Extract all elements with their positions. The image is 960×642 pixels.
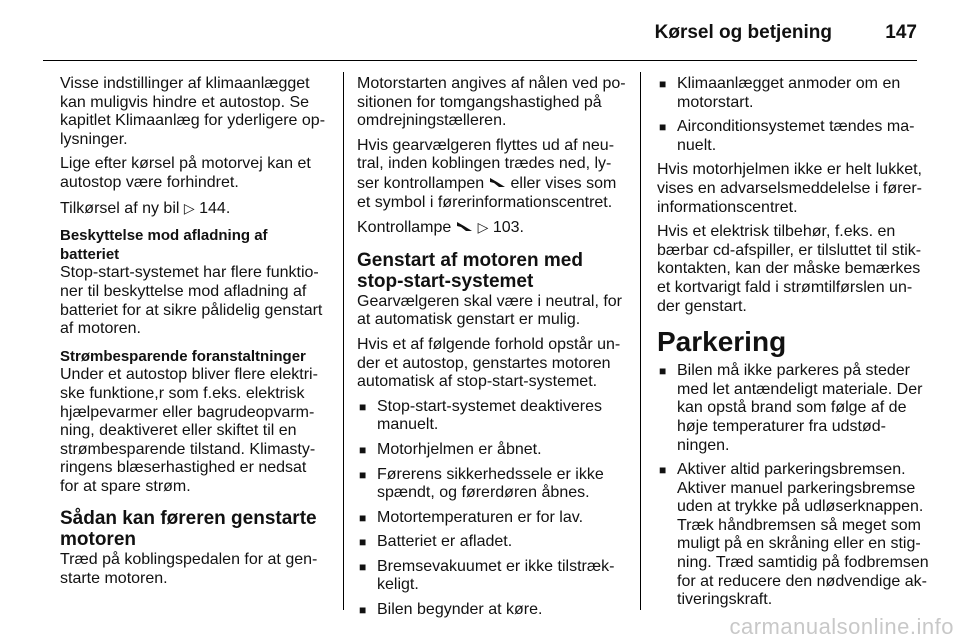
chapter-heading: Parkering <box>657 326 787 358</box>
subheading: Strømbesparende foranstaltninger <box>60 347 306 365</box>
cross-reference: Kontrollampe ▷ 103. <box>357 219 524 237</box>
page-reference-link[interactable]: 103. <box>492 219 524 237</box>
paragraph: Træd på koblingspedalen for at gen-starte motoren. <box>60 551 318 588</box>
list-item: ■ Bremsevakuumet er ikke tilstræk-keligt. <box>357 558 627 595</box>
header-divider <box>43 60 917 61</box>
list-item: ■ Motorhjelmen er åbnet. <box>357 441 627 460</box>
autostop-lamp-icon <box>489 175 511 191</box>
paragraph: Hvis gearvælgeren flyttes ud af neu-tral, inden koblingen trædes ned, ly-ser kontrollampen eller vises som et symbol i førerinformationscentret. <box>357 136 617 211</box>
list-item: ■ Aktiver altid parkeringsbremsen. Aktiver manuel parkeringsbremse uden at trykke på udløserknappen. Træk håndbremsen så meget som muligt på en skråning eller en stig-ning. Træd samtidig på fodbremsen for at reducere den nødvendige ak-tiveringskraft. <box>657 461 929 610</box>
triangle-right-icon: ▷ <box>183 199 195 216</box>
section-heading: Sådan kan føreren genstarte motoren <box>60 508 317 551</box>
cross-reference: Tilkørsel af ny bil ▷ 144. <box>60 199 231 217</box>
subheading: Beskyttelse mod afladning af batteriet <box>60 227 268 263</box>
list-item: ■ Bilen begynder at køre. <box>357 601 627 620</box>
paragraph: Gearvælgeren skal være i neutral, for at automatisk genstart er mulig. <box>357 292 622 329</box>
paragraph: Hvis et elektrisk tilbehør, f.eks. en bærbar cd-afspiller, er tilsluttet til stik-kontakten, kan der måske bemærkes et kortvarigt fald i strømtilførslen un-der genstart. <box>657 223 922 315</box>
autostop-lamp-icon <box>456 219 478 235</box>
bullet-list <box>657 362 929 610</box>
paragraph: Lige efter kørsel på motorvej kan et autostop være forhindret. <box>60 155 311 191</box>
list-item: ■ Bilen må ikke parkeres på steder med let antændeligt materiale. Der kan opstå brand som følge af de høje temperaturer fra udstød-ningen. <box>657 362 929 455</box>
watermark: carmanualsonline.info <box>729 614 954 639</box>
bullet-list <box>657 75 929 155</box>
column-divider-1 <box>343 72 344 610</box>
triangle-right-icon: ▷ <box>477 219 489 236</box>
section-title: Kørsel og betjening <box>654 22 832 43</box>
column-3 <box>657 75 929 616</box>
paragraph: Under et autostop bliver flere elektri-ske funktione,r som f.eks. elektrisk hjælpevarmer eller bagrudeopvarm-ning, deaktiveret eller skiftet til en strømbesparende tilstand. Klimasty-ringens blæserhastighed er nedsat for at spare strøm. <box>60 366 318 495</box>
paragraph: Motorstarten angives af nålen ved po-sitionen for tomgangshastighed på omdrejningstælleren. <box>357 75 626 130</box>
bullet-list <box>357 398 627 620</box>
page-reference-link[interactable]: 144. <box>199 199 231 217</box>
list-item: ■ Stop-start-systemet deaktiveres manuelt. <box>357 398 627 435</box>
column-divider-2 <box>640 72 641 610</box>
list-item: ■ Motortemperaturen er for lav. <box>357 509 627 528</box>
page-header <box>0 0 960 60</box>
list-item: ■ Klimaanlægget anmoder om en motorstart. <box>657 75 929 112</box>
paragraph: Hvis et af følgende forhold opstår un-der et autostop, genstartes motoren automatisk af stop-start-systemet. <box>357 335 621 391</box>
list-item: ■ Batteriet er afladet. <box>357 533 627 552</box>
page-number: 147 <box>885 22 917 43</box>
paragraph: Stop-start-systemet har flere funktio-ner til beskyttelse mod afladning af batteriet for at sikre pålidelig genstart af motoren. <box>60 264 323 338</box>
paragraph: Hvis motorhjelmen ikke er helt lukket, vises en advarselsmeddelelse i fører-informationscentret. <box>657 161 922 216</box>
list-item: ■ Airconditionsystemet tændes ma-nuelt. <box>657 118 929 155</box>
paragraph: Visse indstillinger af klimaanlægget kan muligvis hindre et autostop. Se kapitlet Klimaanlæg for yderligere op-lysninger. <box>60 75 326 148</box>
section-heading: Genstart af motoren med stop-start-systemet <box>357 249 583 292</box>
column-2 <box>357 75 627 626</box>
column-1 <box>60 75 328 595</box>
list-item: ■ Førerens sikkerhedssele er ikke spændt, og førerdøren åbnes. <box>357 466 627 503</box>
